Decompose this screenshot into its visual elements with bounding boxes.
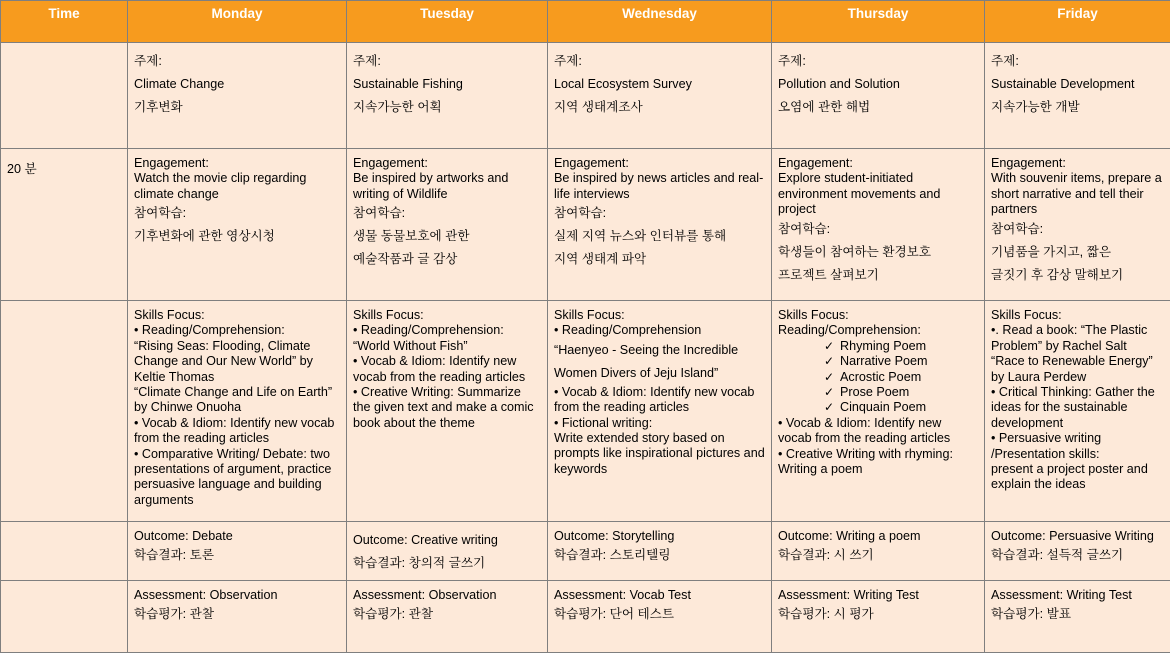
cell-line: 참여학습: bbox=[778, 218, 978, 241]
cell-line: Assessment: Observation bbox=[134, 588, 340, 603]
time-value: 20 분 bbox=[7, 162, 37, 176]
cell-friday bbox=[985, 301, 1170, 522]
cell-line bbox=[991, 493, 1164, 508]
cell-line: 주제: bbox=[134, 50, 340, 73]
time-cell bbox=[1, 522, 128, 581]
checklist-item: ✓ Narrative Poem bbox=[778, 354, 978, 369]
cell-line: 주제: bbox=[991, 50, 1164, 73]
cell-line: “Race to Renewable Energy” by Laura Perdew bbox=[991, 354, 1164, 385]
cell-tuesday bbox=[347, 522, 548, 581]
table-row bbox=[1, 522, 1170, 581]
cell-line: Engagement: bbox=[991, 156, 1164, 171]
cell-monday bbox=[128, 149, 347, 301]
cell-line: Skills Focus: bbox=[353, 308, 541, 323]
header-monday: Monday bbox=[128, 1, 347, 43]
cell-monday bbox=[128, 522, 347, 581]
cell-line: Skills Focus: bbox=[778, 308, 978, 323]
cell-tuesday bbox=[347, 581, 548, 653]
cell-line: • Reading/Comprehension: bbox=[353, 323, 541, 338]
cell-line: 참여학습: bbox=[991, 218, 1164, 241]
cell-line: With souvenir items, prepare a short narrative and tell their partners bbox=[991, 171, 1164, 217]
cell-line: •. Read a book: “The Plastic Problem” by Rachel Salt bbox=[991, 323, 1164, 354]
cell-line: Outcome: Persuasive Writing bbox=[991, 529, 1164, 544]
cell-line: “Haenyeo - Seeing the Incredible Women Divers of Jeju Island” bbox=[554, 339, 765, 385]
cell-friday bbox=[985, 522, 1170, 581]
checklist-item: ✓ Cinquain Poem bbox=[778, 400, 978, 415]
cell-line: • Creative Writing: Summarize the given text and make a comic book about the theme bbox=[353, 385, 541, 431]
cell-line: “Climate Change and Life on Earth” by Chinwe Onuoha bbox=[134, 385, 340, 416]
cell-line: 지속가능한 어획 bbox=[353, 96, 541, 119]
check-icon: ✓ bbox=[808, 339, 834, 354]
cell-line: • Persuasive writing /Presentation skills: bbox=[991, 431, 1164, 462]
cell-line: • Vocab & Idiom: Identify new vocab from the reading articles bbox=[554, 385, 765, 416]
cell-line: Sustainable Development bbox=[991, 73, 1164, 96]
cell-line: 참여학습: bbox=[353, 202, 541, 225]
cell-line: 학습결과: 설득적 글쓰기 bbox=[991, 544, 1164, 567]
cell-line: Be inspired by artworks and writing of Wildlife bbox=[353, 171, 541, 202]
cell-line: Write extended story based on prompts like inspirational pictures and keywords bbox=[554, 431, 765, 477]
cell-monday bbox=[128, 301, 347, 522]
cell-line: • Comparative Writing/ Debate: two presentations of argument, practice persuasive language and building arguments bbox=[134, 447, 340, 509]
cell-thursday bbox=[772, 581, 985, 653]
cell-line: 실제 지역 뉴스와 인터뷰를 통해 bbox=[554, 225, 765, 248]
time-cell bbox=[1, 149, 128, 301]
table-row bbox=[1, 149, 1170, 301]
cell-line: Sustainable Fishing bbox=[353, 73, 541, 96]
table-row bbox=[1, 581, 1170, 653]
header-thursday: Thursday bbox=[772, 1, 985, 43]
header-row bbox=[1, 1, 1170, 43]
cell-line: 기념품을 가지고, 짧은 bbox=[991, 241, 1164, 264]
cell-monday bbox=[128, 43, 347, 149]
cell-line bbox=[554, 271, 765, 294]
table-row bbox=[1, 43, 1170, 149]
cell-line: 글짓기 후 감상 말해보기 bbox=[991, 264, 1164, 287]
cell-line bbox=[778, 119, 978, 142]
cell-line: 학생들이 참여하는 환경보호 bbox=[778, 241, 978, 264]
cell-line: 학습평가: 관찰 bbox=[134, 603, 340, 626]
cell-line: • Reading/Comprehension bbox=[554, 323, 765, 338]
cell-line: 학습결과: 토론 bbox=[134, 544, 340, 567]
cell-line: 학습결과: 시 쓰기 bbox=[778, 544, 978, 567]
cell-line: Pollution and Solution bbox=[778, 73, 978, 96]
cell-line: 예술작품과 글 감상 bbox=[353, 248, 541, 271]
cell-line: Local Ecosystem Survey bbox=[554, 73, 765, 96]
cell-line: Explore student-initiated environment movements and project bbox=[778, 171, 978, 217]
header-time: Time bbox=[1, 1, 128, 43]
cell-friday bbox=[985, 43, 1170, 149]
cell-line: Outcome: Debate bbox=[134, 529, 340, 544]
cell-line: • Fictional writing: bbox=[554, 416, 765, 431]
cell-line: • Vocab & Idiom: Identify new vocab from the reading articles bbox=[353, 354, 541, 385]
cell-friday bbox=[985, 149, 1170, 301]
cell-thursday bbox=[772, 149, 985, 301]
cell-thursday bbox=[772, 43, 985, 149]
cell-line: Assessment: Writing Test bbox=[991, 588, 1164, 603]
cell-line: 학습평가: 시 평가 bbox=[778, 603, 978, 626]
cell-line: 참여학습: bbox=[554, 202, 765, 225]
cell-line: 학습결과: 창의적 글쓰기 bbox=[353, 552, 541, 575]
cell-line: 학습평가: 발표 bbox=[991, 603, 1164, 626]
checklist-item: ✓ Prose Poem bbox=[778, 385, 978, 400]
cell-line: 기후변화 bbox=[134, 96, 340, 119]
header-friday: Friday bbox=[985, 1, 1170, 43]
cell-line: 기후변화에 관한 영상시청 bbox=[134, 225, 340, 248]
cell-line: 학습평가: 단어 테스트 bbox=[554, 603, 765, 626]
cell-line: 지역 생태계조사 bbox=[554, 96, 765, 119]
cell-line: Engagement: bbox=[353, 156, 541, 171]
cell-line: Engagement: bbox=[134, 156, 340, 171]
checklist-item: ✓ Rhyming Poem bbox=[778, 339, 978, 354]
cell-tuesday bbox=[347, 149, 548, 301]
cell-tuesday bbox=[347, 43, 548, 149]
cell-line: “World Without Fish” bbox=[353, 339, 541, 354]
cell-line: Be inspired by news articles and real-life interviews bbox=[554, 171, 765, 202]
cell-line: 생물 동물보호에 관한 bbox=[353, 225, 541, 248]
cell-thursday bbox=[772, 522, 985, 581]
cell-friday bbox=[985, 581, 1170, 653]
time-cell bbox=[1, 301, 128, 522]
cell-monday bbox=[128, 581, 347, 653]
cell-wednesday bbox=[548, 301, 772, 522]
cell-wednesday bbox=[548, 149, 772, 301]
cell-line: • Reading/Comprehension: bbox=[134, 323, 340, 338]
check-icon: ✓ bbox=[808, 385, 834, 400]
cell-line: Assessment: Writing Test bbox=[778, 588, 978, 603]
cell-line: Engagement: bbox=[554, 156, 765, 171]
cell-line: Assessment: Vocab Test bbox=[554, 588, 765, 603]
cell-line: Assessment: Observation bbox=[353, 588, 541, 603]
cell-line: present a project poster and explain the ideas bbox=[991, 462, 1164, 493]
cell-line: Outcome: Writing a poem bbox=[778, 529, 978, 544]
cell-line: • Vocab & Idiom: Identify new vocab from the reading articles bbox=[134, 416, 340, 447]
cell-line: Skills Focus: bbox=[134, 308, 340, 323]
cell-line: 학습평가: 관찰 bbox=[353, 603, 541, 626]
cell-line: 주제: bbox=[554, 50, 765, 73]
cell-line: 지속가능한 개발 bbox=[991, 96, 1164, 119]
cell-line: 프로젝트 살펴보기 bbox=[778, 264, 978, 287]
check-icon: ✓ bbox=[808, 400, 834, 415]
time-cell bbox=[1, 43, 128, 149]
cell-line: “Rising Seas: Flooding, Climate Change and Our New World” by Keltie Thomas bbox=[134, 339, 340, 385]
cell-tuesday bbox=[347, 301, 548, 522]
time-cell bbox=[1, 581, 128, 653]
cell-line: • Vocab & Idiom: Identify new vocab from the reading articles bbox=[778, 416, 978, 447]
cell-line: Engagement: bbox=[778, 156, 978, 171]
cell-wednesday bbox=[548, 43, 772, 149]
header-tuesday: Tuesday bbox=[347, 1, 548, 43]
cell-line: Climate Change bbox=[134, 73, 340, 96]
cell-line: Watch the movie clip regarding climate change bbox=[134, 171, 340, 202]
checklist-item: ✓ Acrostic Poem bbox=[778, 370, 978, 385]
table-row bbox=[1, 301, 1170, 522]
cell-wednesday bbox=[548, 581, 772, 653]
cell-line: 참여학습: bbox=[134, 202, 340, 225]
cell-line: Skills Focus: bbox=[554, 308, 765, 323]
check-icon: ✓ bbox=[808, 370, 834, 385]
check-icon: ✓ bbox=[808, 354, 834, 369]
cell-line: Skills Focus: bbox=[991, 308, 1164, 323]
cell-line: 지역 생태계 파악 bbox=[554, 248, 765, 271]
cell-line: • Critical Thinking: Gather the ideas for the sustainable development bbox=[991, 385, 1164, 431]
cell-line: Outcome: Storytelling bbox=[554, 529, 765, 544]
cell-line: 학습결과: 스토리텔링 bbox=[554, 544, 765, 567]
cell-thursday bbox=[772, 301, 985, 522]
cell-line: 오염에 관한 해법 bbox=[778, 96, 978, 119]
cell-line: 주제: bbox=[353, 50, 541, 73]
cell-line: Reading/Comprehension: bbox=[778, 323, 978, 338]
cell-line: • Creative Writing with rhyming: Writing a poem bbox=[778, 447, 978, 478]
cell-line: Outcome: Creative writing bbox=[353, 529, 541, 552]
cell-line: 주제: bbox=[778, 50, 978, 73]
header-wednesday: Wednesday bbox=[548, 1, 772, 43]
cell-wednesday bbox=[548, 522, 772, 581]
